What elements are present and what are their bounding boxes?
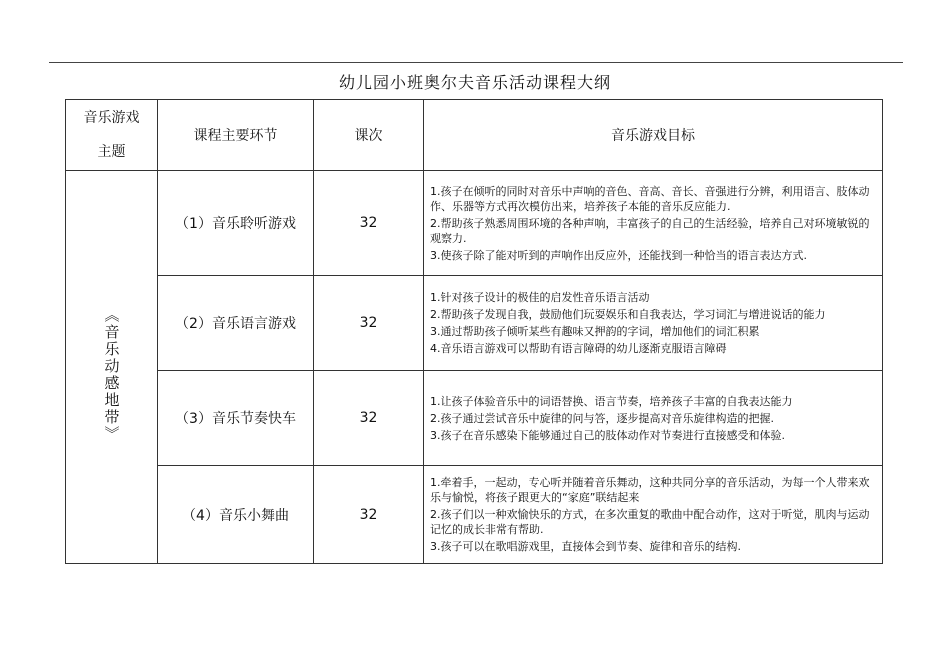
curriculum-table — [65, 99, 883, 564]
goal-item: 1.让孩子体验音乐中的词语替换、语言节奏，培养孩子丰富的自我表达能力 — [430, 394, 793, 408]
goal-item: 3.孩子可以在歌唱游戏里，直接体会到节奏、旋律和音乐的结构. — [430, 540, 741, 553]
header-theme — [66, 100, 158, 171]
table-row — [66, 371, 883, 466]
header-section: 课程主要环节 — [158, 100, 314, 171]
goal-item: 1.牵着手，一起动，专心听并随着音乐舞动，这种共同分享的音乐活动，为每一个人带来欢乐与愉悦，将孩子跟更大的“家庭”联结起来 — [430, 476, 870, 504]
goal-item: 3.通过帮助孩子倾听某些有趣味又押韵的字词，增加他们的词汇积累 — [430, 325, 760, 338]
section-cell: （4）音乐小舞曲 — [158, 466, 314, 564]
goal-item: 3.孩子在音乐感染下能够通过自己的肢体动作对节奏进行直接感受和体验. — [430, 428, 785, 442]
goal-item: 2.帮助孩子熟悉周围环境的各种声响，丰富孩子的自己的生活经验，培养自己对环境敏锐的观察力. — [430, 216, 870, 245]
goal-item: 3.使孩子除了能对听到的声响作出反应外，还能找到一种恰当的语言表达方式. — [430, 248, 807, 262]
section-cell: （1）音乐聆听游戏 — [158, 171, 314, 276]
count-cell: 32 — [314, 276, 424, 371]
table-row — [66, 466, 883, 564]
header-theme-line2: 主题 — [97, 144, 126, 160]
header-count: 课次 — [314, 100, 424, 171]
goal-item: 4.音乐语言游戏可以帮助有语言障碍的幼儿逐渐克服语言障碍 — [430, 342, 727, 355]
count-cell: 32 — [314, 171, 424, 276]
table-row — [66, 171, 883, 276]
header-goals: 音乐游戏目标 — [424, 100, 883, 171]
goal-item: 2.孩子通过尝试音乐中旋律的问与答，逐步提高对音乐旋律构造的把握. — [430, 411, 774, 425]
count-cell: 32 — [314, 371, 424, 466]
goal-item: 2.帮助孩子发现自我，鼓励他们玩耍娱乐和自我表达，学习词汇与增进说话的能力 — [430, 308, 826, 321]
document-title: 幼儿园小班奥尔夫音乐活动课程大纲 — [338, 73, 611, 92]
top-rule — [49, 62, 903, 63]
goals-cell — [424, 171, 883, 276]
header-theme-line1: 音乐游戏 — [83, 110, 140, 126]
goals-cell — [424, 276, 883, 371]
goal-item: 1.孩子在倾听的同时对音乐中声响的音色、音高、音长、音强进行分辨，利用语言、肢体动作、乐器等方式再次模仿出来，培养孩子本能的音乐反应能力. — [430, 184, 870, 213]
goal-item: 1.针对孩子设计的极佳的启发性音乐语言活动 — [430, 291, 650, 304]
theme-cell — [66, 171, 158, 564]
count-cell: 32 — [314, 466, 424, 564]
theme-text: 《音乐动感地带》 — [102, 307, 121, 443]
goals-cell — [424, 466, 883, 564]
header-row — [66, 100, 883, 171]
section-cell: （2）音乐语言游戏 — [158, 276, 314, 371]
table-row — [66, 276, 883, 371]
goal-item: 2.孩子们以一种欢愉快乐的方式，在多次重复的歌曲中配合动作，这对于听觉，肌肉与运动记忆的成长非常有帮助. — [430, 508, 870, 536]
section-cell: （3）音乐节奏快车 — [158, 371, 314, 466]
goals-cell — [424, 371, 883, 466]
